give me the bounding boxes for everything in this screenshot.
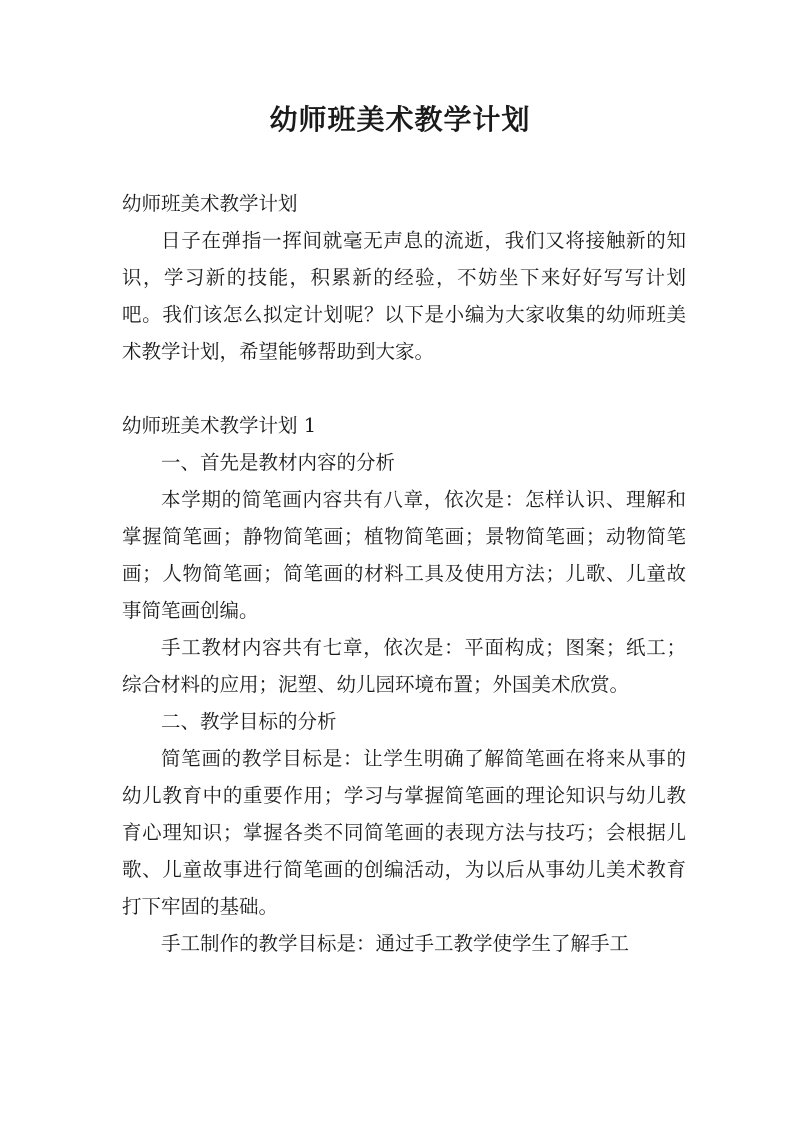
section2-paragraph-2: 手工制作的教学目标是：通过手工教学使学生了解手工 bbox=[161, 932, 630, 955]
intro-paragraph: 日子在弹指一挥间就毫无声息的流逝，我们又将接触新的知识，学习新的技能，积累新的经验，不妨坐下来好好写写计划吧。我们该怎么拟定计划呢？以下是小编为大家收集的幼师班美术教学计划，希望能够帮助到大家。 bbox=[122, 229, 686, 363]
section2-paragraph-1: 简笔画的教学目标是：让学生明确了解简笔画在将来从事的幼儿教育中的重要作用；学习与掌握简笔画的理论知识与幼儿教育心理知识；掌握各类不同简笔画的表现方法与技巧；会根据儿歌、儿童故事进行简笔画的创编活动，为以后从事幼儿美术教育打下牢固的基础。 bbox=[122, 747, 686, 918]
document-body bbox=[122, 185, 686, 962]
document-title: 幼师班美术教学计划 bbox=[269, 103, 531, 136]
paragraph-spacer bbox=[122, 370, 686, 407]
document-subtitle: 幼师班美术教学计划 bbox=[122, 192, 298, 215]
section1-paragraph-2: 手工教材内容共有七章，依次是：平面构成；图案；纸工；综合材料的应用；泥塑、幼儿园环境布置；外国美术欣赏。 bbox=[122, 636, 686, 696]
section1-paragraph-1: 本学期的简笔画内容共有八章，依次是：怎样认识、理解和掌握简笔画；静物简笔画；植物简笔画；景物简笔画；动物简笔画；人物简笔画；简笔画的材料工具及使用方法；儿歌、儿童故事简笔画创编。 bbox=[122, 488, 686, 622]
section1-heading: 一、首先是教材内容的分析 bbox=[161, 451, 396, 474]
section2-heading: 二、教学目标的分析 bbox=[161, 710, 337, 733]
plan-heading: 幼师班美术教学计划 1 bbox=[122, 414, 317, 437]
